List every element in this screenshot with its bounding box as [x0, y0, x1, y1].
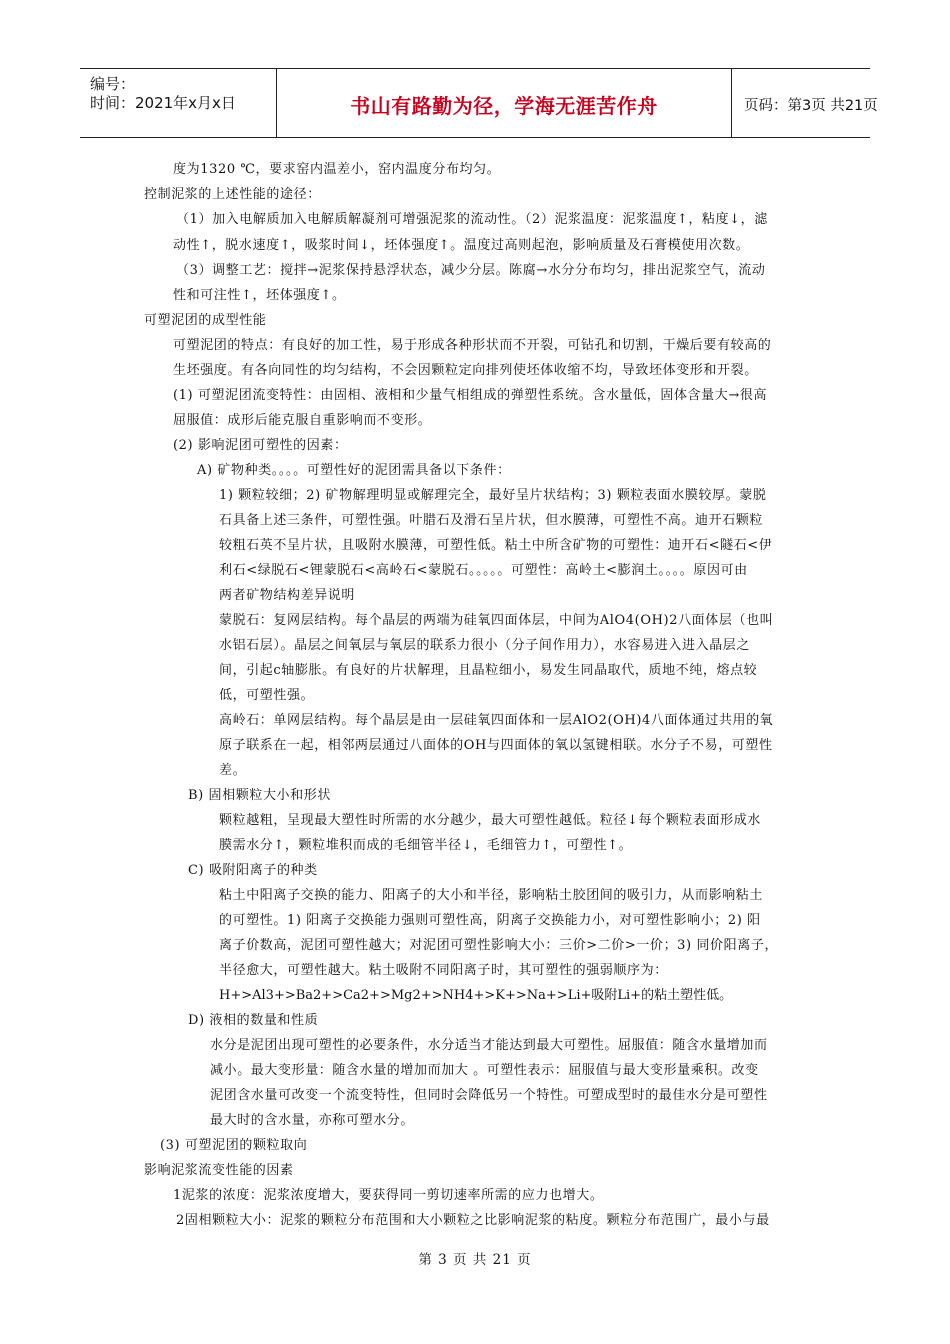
- subsection-heading: C) 吸附阳离子的种类: [188, 863, 318, 878]
- text-line: 生坯强度。有各向同性的均匀结构，不会因颗粒定向排列使坯体收缩不均，导致坯体变形和开裂。: [173, 363, 758, 378]
- subsection-heading: A) 矿物种类。。。。可塑性好的泥团需具备以下条件：: [197, 463, 511, 478]
- page-header: [80, 68, 878, 138]
- text-line: 泥团含水量可改变一个流变特性，但同时会降低另一个特性。可塑成型时的最佳水分是可塑性: [210, 1088, 768, 1103]
- document-number: 编号：: [90, 75, 136, 93]
- text-line: 屈服值：成形后能克服自重影响而不变形。: [173, 413, 432, 428]
- text-line: 间，引起c轴膨胀。有良好的片状解理，且晶粒细小，易发生同晶取代，质地不纯，熔点较: [219, 663, 758, 678]
- text-line: 原子联系在一起，相邻两层通过八面体的OH与四面体的氧以氢键相联。水分子不易，可塑性: [219, 738, 773, 753]
- subsection-heading: (2) 影响泥团可塑性的因素：: [173, 438, 348, 453]
- text-line: 最大时的含水量，亦称可塑水分。: [210, 1113, 415, 1128]
- text-line: 石具备上述三条件，可塑性强。叶腊石及滑石呈片状，但水膜薄，可塑性不高。迪开石颗粒: [219, 513, 764, 528]
- text-line: （3）调整工艺：搅拌→泥浆保持悬浮状态，减少分层。陈腐→水分分布均匀，排出泥浆空气，流动: [176, 263, 766, 278]
- text-line: H+>Al3+>Ba2+>Ca2+>Mg2+>NH4+>K+>Na+>Li+吸附Li+的粘土塑性低。: [219, 988, 733, 1003]
- text-line: 性和可注性↑，坯体强度↑。: [173, 288, 346, 303]
- section-heading: 影响泥浆流变性能的因素: [144, 1163, 294, 1178]
- text-line: 半径愈大，可塑性越大。粘土吸附不同阳离子时，其可塑性的强弱顺序为：: [219, 963, 668, 978]
- text-line: 利石<绿脱石<锂蒙脱石<高岭石<蒙脱石。。。。。可塑性：高岭土<膨润土。。。。原因可由: [219, 563, 748, 578]
- text-line: 低，可塑性强。: [219, 688, 315, 703]
- header-motto-cell: [276, 69, 732, 137]
- text-line: 差。: [219, 763, 247, 778]
- page-number-header: 页码：第3页 共21页: [744, 98, 878, 114]
- text-line: 粘土中阳离子交换的能力、阳离子的大小和半径，影响粘土胶团间的吸引力，从而影响粘土: [219, 888, 764, 903]
- text-line: 水铝石层）。晶层之间氧层与氧层的联系力很小（分子间作用力），水容易进入进入晶层之: [219, 638, 751, 653]
- text-line: 水分是泥团出现可塑性的必要条件，水分适当才能达到最大可塑性。屈服值：随含水量增加而: [210, 1038, 768, 1053]
- subsection-heading: D) 液相的数量和性质: [188, 1013, 319, 1028]
- text-line: 离子价数高，泥团可塑性越大；对泥团可塑性影响大小：三价>二价>一价；3) 同价阳离子，: [219, 938, 779, 953]
- section-heading: 控制泥浆的上述性能的途径：: [144, 187, 321, 202]
- page-footer: 第 3 页 共 21 页: [418, 1252, 532, 1268]
- subsection-heading: (3) 可塑泥团的颗粒取向: [160, 1138, 308, 1153]
- text-line: 可塑泥团的特点：有良好的加工性，易于形成各种形状而不开裂，可钻孔和切割，干燥后要有较高的: [173, 338, 772, 353]
- motto: 书山有路勤为径，学海无涯苦作舟: [350, 94, 658, 118]
- section-heading: 可塑泥团的成型性能: [144, 313, 267, 328]
- text-line: 两者矿物结构差异说明: [219, 588, 356, 603]
- text-line: 1) 颗粒较细；2) 矿物解理明显或解理完全，最好呈片状结构；3) 颗粒表面水膜较厚。蒙脱: [219, 488, 767, 503]
- text-line: 度为1320 ℃，要求窑内温差小，窑内温度分布均匀。: [173, 162, 501, 177]
- text-line: 动性↑，脱水速度↑，吸浆时间↓，坯体强度↑。温度过高则起泡，影响质量及石膏模使用次数。: [173, 238, 750, 253]
- text-line: 的可塑性。1) 阳离子交换能力强则可塑性高，阴离子交换能力小，对可塑性影响小；2) 阳: [219, 913, 761, 928]
- text-line: 减小。最大变形量：随含水量的增加而加大 。可塑性表示：屈服值与最大变形量乘积。改变: [210, 1063, 759, 1078]
- text-line: 1泥浆的浓度：泥浆浓度增大，要获得同一剪切速率所需的应力也增大。: [173, 1188, 604, 1203]
- text-line: 2固相颗粒大小：泥浆的颗粒分布范围和大小颗粒之比影响泥浆的粘度。颗粒分布范围广，最小与最: [176, 1213, 770, 1228]
- text-line: （1）加入电解质加入电解质解凝剂可增强泥浆的流动性。（2）泥浆温度：泥浆温度↑，粘度↓，滤: [176, 212, 768, 227]
- text-line: (1) 可塑泥团流变特性：由固相、液相和少量气相组成的弹塑性系统。含水量低，固体含量大→很高: [173, 388, 768, 403]
- header-page-cell: [731, 69, 878, 137]
- text-line: 高岭石：单网层结构。每个晶层是由一层硅氧四面体和一层AlO2(OH)4八面体通过共用的氧: [219, 713, 774, 728]
- text-line: 膜需水分↑，颗粒堆积而成的毛细管半径↓，毛细管力↑，可塑性↑。: [219, 838, 633, 853]
- text-line: 颗粒越粗，呈现最大塑性时所需的水分越少，最大可塑性越低。粒径↓每个颗粒表面形成水: [219, 813, 761, 828]
- subsection-heading: B) 固相颗粒大小和形状: [188, 788, 331, 803]
- header-info-cell: [80, 69, 276, 137]
- document-date: 时间：2021年x月x日: [90, 94, 236, 112]
- text-line: 较粗石英不呈片状，且吸附水膜薄，可塑性低。粘土中所含矿物的可塑性：迪开石<隧石<伊: [219, 538, 773, 553]
- text-line: 蒙脱石：复网层结构。每个晶层的两端为硅氧四面体层，中间为AlO4(OH)2八面体层（也叫: [219, 613, 774, 628]
